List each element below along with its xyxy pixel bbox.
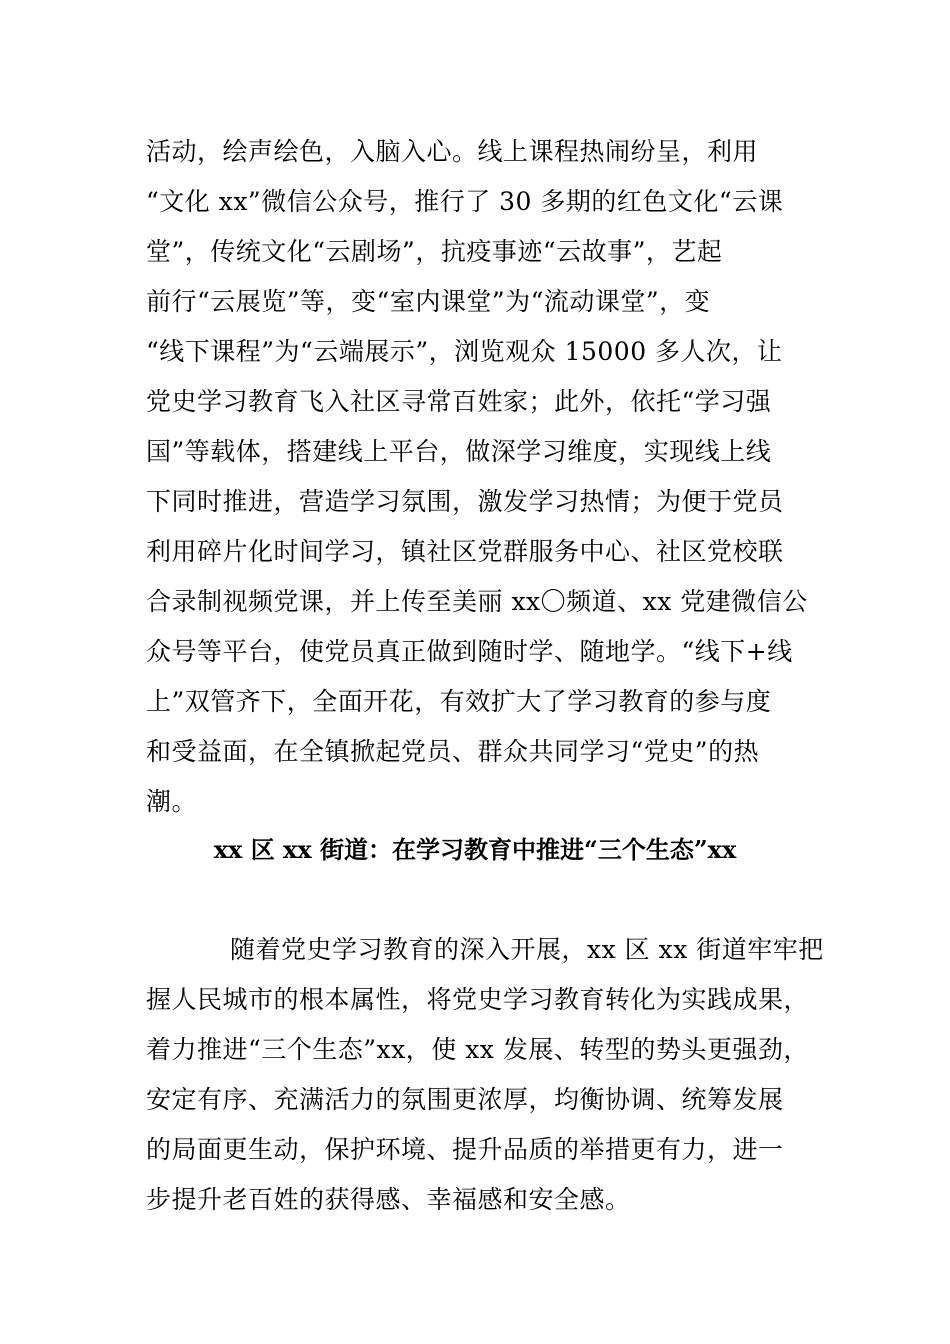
paragraph-1-line: 潮。 — [146, 787, 198, 816]
paragraph-1-line: 利用碎片化时间学习，镇社区党群服务中心、社区党校联 — [146, 537, 784, 566]
paragraph-1-line: 和受益面，在全镇掀起党员、群众共同学习“党史”的热 — [146, 737, 760, 766]
paragraph-2-line: 着力推进“三个生态”xx，使 xx 发展、转型的势头更强劲， — [146, 1035, 809, 1064]
paragraph-2-line: 的局面更生动，保护环境、提升品质的举措更有力，进一 — [146, 1135, 784, 1164]
paragraph-1-line: 下同时推进，营造学习氛围，激发学习热情；为便于党员 — [146, 487, 784, 516]
paragraph-2-line: 安定有序、充满活力的氛围更浓厚，均衡协调、统筹发展 — [146, 1085, 784, 1114]
paragraph-2-line: 步提升老百姓的获得感、幸福感和安全感。 — [146, 1185, 631, 1214]
section-heading: xx 区 xx 街道：在学习教育中推进“三个生态”xx — [213, 835, 737, 864]
paragraph-1-line: 堂”，传统文化“云剧场”，抗疫事迹“云故事”，艺起 — [146, 237, 723, 266]
paragraph-1-line: 国”等载体，搭建线上平台，做深学习维度，实现线上线 — [146, 437, 772, 466]
paragraph-1-line: 前行“云展览”等，变“室内课堂”为“流动课堂”，变 — [146, 287, 711, 316]
paragraph-1-line: 党史学习教育飞入社区寻常百姓家；此外，依托“学习强 — [146, 387, 772, 416]
paragraph-1-line: 众号等平台，使党员真正做到随时学、随地学。“线下+线 — [146, 637, 793, 666]
paragraph-1-line: 活动，绘声绘色，入脑入心。线上课程热闹纷呈，利用 — [146, 137, 759, 166]
paragraph-2-line: 握人民城市的根本属性，将党史学习教育转化为实践成果， — [146, 985, 810, 1014]
paragraph-1-line: 合录制视频党课，并上传至美丽 xx〇频道、xx 党建微信公 — [146, 587, 808, 616]
paragraph-1-line: 上”双管齐下，全面开花，有效扩大了学习教育的参与度 — [146, 687, 772, 716]
paragraph-1-line: “文化 xx”微信公众号，推行了 30 多期的红色文化“云课 — [146, 187, 784, 216]
paragraph-1-line: “线下课程”为“云端展示”，浏览观众 15000 多人次，让 — [146, 337, 783, 366]
paragraph-2-line: 随着党史学习教育的深入开展，xx 区 xx 街道牢牢把 — [230, 935, 824, 964]
